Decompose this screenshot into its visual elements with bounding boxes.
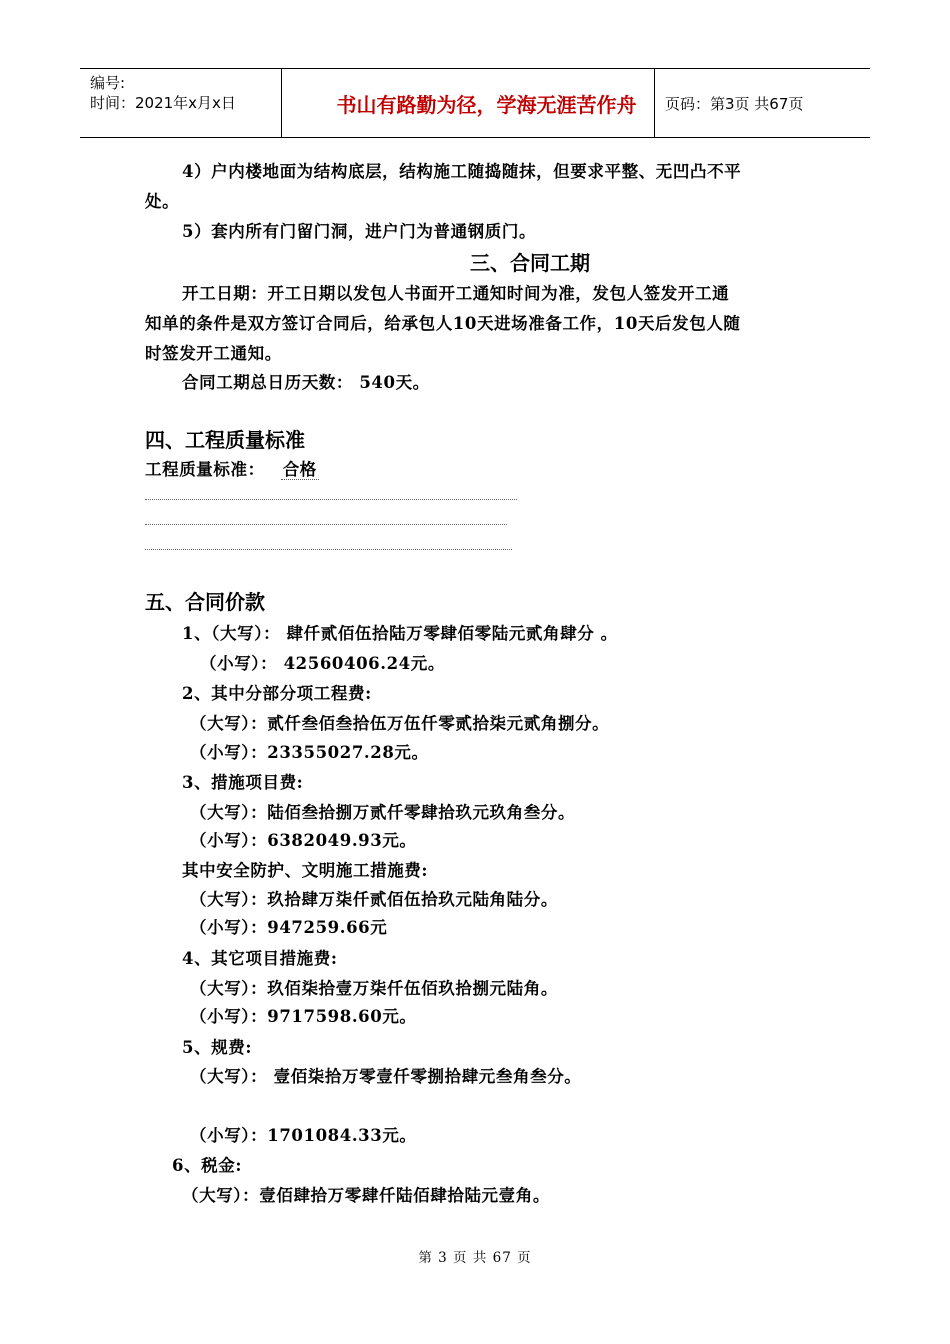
- header-meta: [90, 73, 236, 113]
- text-line: 知单的条件是双方签订合同后，给承包人10天进场准备工作，10天后发包人随: [145, 314, 741, 333]
- price-item-title: 6、税金:: [172, 1156, 243, 1175]
- header-divider: [654, 69, 655, 137]
- price-item-upper: （大写）：壹佰肆拾万零肆仟陆佰肆拾陆元壹角。: [182, 1186, 550, 1205]
- price-item-upper: （大写）：贰仟叁佰叁拾伍万伍仟零贰拾柒元贰角捌分。: [190, 714, 610, 733]
- price-item-lower: （小写）：1701084.33元。: [190, 1126, 417, 1145]
- price-item-title: 2、其中分部分项工程费:: [182, 684, 372, 703]
- price-total-upper: 1、（大写）： 肆仟贰佰伍拾陆万零肆佰零陆元贰角肆分 。: [182, 624, 618, 643]
- price-item-lower: （小写）：9717598.60元。: [190, 1007, 417, 1026]
- text-line: 4）户内楼地面为结构底层，结构施工随捣随抹，但要求平整、无凹凸不平: [182, 162, 742, 181]
- price-item-title: 4、其它项目措施费:: [182, 949, 338, 968]
- price-item-upper: （大写）：玖佰柒拾壹万柒仟伍佰玖拾捌元陆角。: [190, 979, 558, 998]
- price-item-upper: （大写）： 壹佰柒拾万零壹仟零捌拾肆元叁角叁分。: [190, 1067, 582, 1086]
- text-line: 处。: [145, 192, 180, 211]
- section-heading-3: 三、合同工期: [470, 251, 590, 275]
- text-line: 合同工期总日历天数： 540天。: [182, 373, 430, 392]
- price-item-title: 其中安全防护、文明施工措施费:: [182, 861, 429, 880]
- price-item-title: 3、措施项目费:: [182, 773, 304, 792]
- text-line: 时签发开工通知。: [145, 344, 282, 363]
- header-motto: 书山有路勤为径，学海无涯苦作舟: [336, 92, 637, 117]
- quality-line: [145, 456, 319, 480]
- dotted-rule: [145, 549, 512, 550]
- price-item-lower: （小写）：947259.66元: [190, 918, 388, 937]
- text-line: 开工日期：开工日期以发包人书面开工通知时间为准，发包人签发开工通: [182, 284, 730, 303]
- quality-value: 合格: [282, 460, 317, 479]
- page-header: [80, 68, 870, 138]
- dotted-rule: [145, 524, 507, 525]
- document-date: 时间：2021年x月x日: [90, 94, 236, 112]
- price-item-lower: （小写）：23355027.28元。: [190, 743, 429, 762]
- quality-label: 工程质量标准：: [145, 460, 265, 479]
- document-number-label: 编号:: [90, 74, 126, 92]
- price-total-lower: （小写）： 42560406.24元。: [200, 654, 445, 673]
- price-item-title: 5、规费:: [182, 1038, 253, 1057]
- section-heading-4: 四、工程质量标准: [145, 428, 305, 452]
- price-item-lower: （小写）：6382049.93元。: [190, 831, 417, 850]
- price-item-upper: （大写）：玖拾肆万柒仟贰佰伍拾玖元陆角陆分。: [190, 890, 558, 909]
- header-divider: [281, 69, 282, 137]
- section-heading-5: 五、合同价款: [145, 590, 265, 614]
- price-item-upper: （大写）：陆佰叁拾捌万贰仟零肆拾玖元玖角叁分。: [190, 803, 576, 822]
- dotted-rule: [145, 499, 517, 500]
- text-line: 5）套内所有门留门洞，进户门为普通钢质门。: [182, 222, 537, 241]
- header-page-info: 页码：第3页 共67页: [665, 94, 804, 113]
- page-footer: 第 3 页 共 67 页: [418, 1250, 532, 1266]
